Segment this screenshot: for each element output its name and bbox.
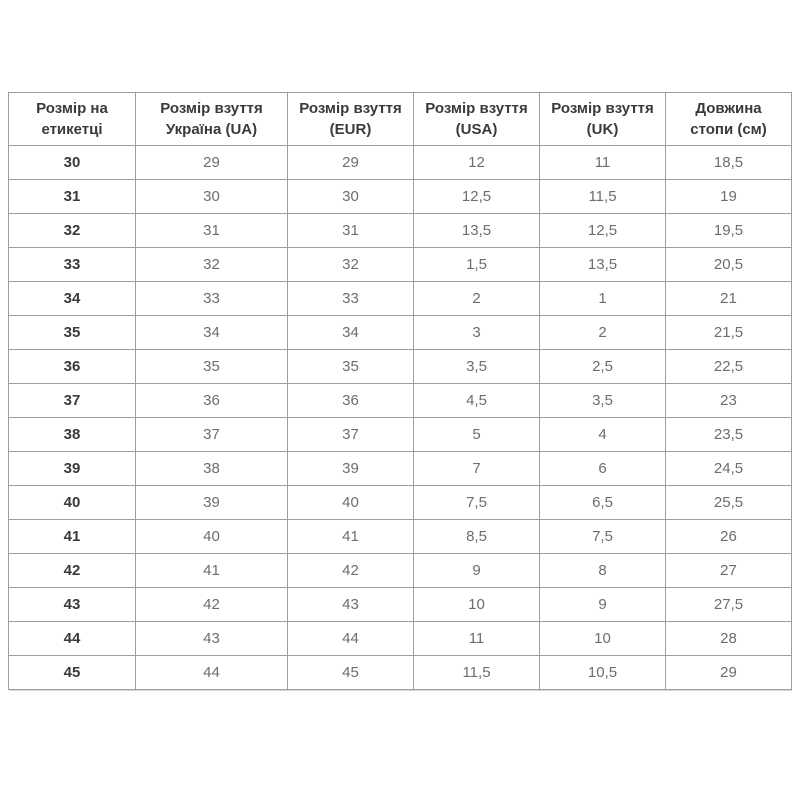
- table-row: [9, 350, 792, 384]
- cell-ua: 44: [136, 656, 288, 690]
- cell-uk: 3,5: [540, 384, 666, 418]
- cell-label-size: 35: [9, 316, 136, 350]
- cell-foot_length_cm: 21,5: [666, 316, 792, 350]
- cell-ua: 35: [136, 350, 288, 384]
- cell-uk: 10,5: [540, 656, 666, 690]
- cell-ua: 36: [136, 384, 288, 418]
- table-body: [9, 146, 792, 690]
- cell-label-size: 39: [9, 452, 136, 486]
- cell-label-size: 45: [9, 656, 136, 690]
- cell-uk: 11: [540, 146, 666, 180]
- cell-ua: 43: [136, 622, 288, 656]
- table-row: [9, 146, 792, 180]
- cell-eur: 31: [288, 214, 414, 248]
- cell-eur: 37: [288, 418, 414, 452]
- cell-ua: 31: [136, 214, 288, 248]
- cell-usa: 12,5: [414, 180, 540, 214]
- cell-foot_length_cm: 25,5: [666, 486, 792, 520]
- cell-foot_length_cm: 28: [666, 622, 792, 656]
- cell-label-size: 31: [9, 180, 136, 214]
- cell-foot_length_cm: 19: [666, 180, 792, 214]
- cell-uk: 6: [540, 452, 666, 486]
- cell-label-size: 30: [9, 146, 136, 180]
- cell-label-size: 34: [9, 282, 136, 316]
- cell-label-size: 38: [9, 418, 136, 452]
- cell-usa: 4,5: [414, 384, 540, 418]
- column-header-label_size: Розмір на етикетці: [9, 93, 136, 146]
- cell-ua: 39: [136, 486, 288, 520]
- cell-foot_length_cm: 24,5: [666, 452, 792, 486]
- cell-eur: 30: [288, 180, 414, 214]
- cell-uk: 10: [540, 622, 666, 656]
- table-row: [9, 282, 792, 316]
- cell-uk: 11,5: [540, 180, 666, 214]
- table-row: [9, 486, 792, 520]
- cell-label-size: 44: [9, 622, 136, 656]
- cell-uk: 12,5: [540, 214, 666, 248]
- cell-eur: 42: [288, 554, 414, 588]
- cell-ua: 41: [136, 554, 288, 588]
- cell-eur: 34: [288, 316, 414, 350]
- cell-uk: 4: [540, 418, 666, 452]
- cell-label-size: 41: [9, 520, 136, 554]
- cell-label-size: 37: [9, 384, 136, 418]
- table-row: [9, 452, 792, 486]
- cell-eur: 35: [288, 350, 414, 384]
- cell-label-size: 36: [9, 350, 136, 384]
- cell-usa: 2: [414, 282, 540, 316]
- cell-eur: 32: [288, 248, 414, 282]
- column-header-uk: Розмір взуття (UK): [540, 93, 666, 146]
- cell-eur: 41: [288, 520, 414, 554]
- cell-usa: 7,5: [414, 486, 540, 520]
- cell-usa: 13,5: [414, 214, 540, 248]
- table-row: [9, 214, 792, 248]
- cell-ua: 42: [136, 588, 288, 622]
- cell-usa: 3,5: [414, 350, 540, 384]
- cell-foot_length_cm: 27: [666, 554, 792, 588]
- column-header-usa: Розмір взуття (USA): [414, 93, 540, 146]
- cell-foot_length_cm: 29: [666, 656, 792, 690]
- cell-uk: 2,5: [540, 350, 666, 384]
- cell-usa: 12: [414, 146, 540, 180]
- cell-uk: 6,5: [540, 486, 666, 520]
- cell-ua: 33: [136, 282, 288, 316]
- cell-eur: 29: [288, 146, 414, 180]
- column-header-eur: Розмір взуття (EUR): [288, 93, 414, 146]
- cell-foot_length_cm: 22,5: [666, 350, 792, 384]
- cell-uk: 1: [540, 282, 666, 316]
- cell-uk: 9: [540, 588, 666, 622]
- table-row: [9, 656, 792, 690]
- header-row: [9, 93, 792, 146]
- cell-uk: 8: [540, 554, 666, 588]
- cell-uk: 13,5: [540, 248, 666, 282]
- cell-label-size: 42: [9, 554, 136, 588]
- cell-ua: 34: [136, 316, 288, 350]
- cell-uk: 7,5: [540, 520, 666, 554]
- column-header-ua: Розмір взуття Україна (UA): [136, 93, 288, 146]
- table-row: [9, 384, 792, 418]
- cell-usa: 7: [414, 452, 540, 486]
- cell-label-size: 40: [9, 486, 136, 520]
- cell-usa: 9: [414, 554, 540, 588]
- shoe-size-conversion-table: [8, 92, 792, 690]
- cell-foot_length_cm: 23: [666, 384, 792, 418]
- cell-usa: 1,5: [414, 248, 540, 282]
- cell-foot_length_cm: 19,5: [666, 214, 792, 248]
- cell-eur: 43: [288, 588, 414, 622]
- table-row: [9, 622, 792, 656]
- table-row: [9, 588, 792, 622]
- cell-foot_length_cm: 27,5: [666, 588, 792, 622]
- cell-ua: 37: [136, 418, 288, 452]
- cell-eur: 40: [288, 486, 414, 520]
- cell-eur: 39: [288, 452, 414, 486]
- table-row: [9, 316, 792, 350]
- cell-eur: 44: [288, 622, 414, 656]
- cell-label-size: 33: [9, 248, 136, 282]
- cell-foot_length_cm: 20,5: [666, 248, 792, 282]
- cell-foot_length_cm: 21: [666, 282, 792, 316]
- table-row: [9, 180, 792, 214]
- cell-usa: 5: [414, 418, 540, 452]
- table-row: [9, 248, 792, 282]
- cell-foot_length_cm: 26: [666, 520, 792, 554]
- table-row: [9, 520, 792, 554]
- cell-label-size: 32: [9, 214, 136, 248]
- cell-ua: 29: [136, 146, 288, 180]
- cell-label-size: 43: [9, 588, 136, 622]
- table-header: [9, 93, 792, 146]
- cell-uk: 2: [540, 316, 666, 350]
- table-row: [9, 418, 792, 452]
- cell-usa: 11,5: [414, 656, 540, 690]
- cell-ua: 32: [136, 248, 288, 282]
- cell-usa: 11: [414, 622, 540, 656]
- cell-eur: 33: [288, 282, 414, 316]
- column-header-foot_length_cm: Довжина стопи (см): [666, 93, 792, 146]
- cell-ua: 30: [136, 180, 288, 214]
- cell-usa: 3: [414, 316, 540, 350]
- cell-eur: 45: [288, 656, 414, 690]
- cell-eur: 36: [288, 384, 414, 418]
- table-row: [9, 554, 792, 588]
- cell-usa: 8,5: [414, 520, 540, 554]
- cell-ua: 38: [136, 452, 288, 486]
- cell-usa: 10: [414, 588, 540, 622]
- cell-foot_length_cm: 23,5: [666, 418, 792, 452]
- cell-ua: 40: [136, 520, 288, 554]
- cell-foot_length_cm: 18,5: [666, 146, 792, 180]
